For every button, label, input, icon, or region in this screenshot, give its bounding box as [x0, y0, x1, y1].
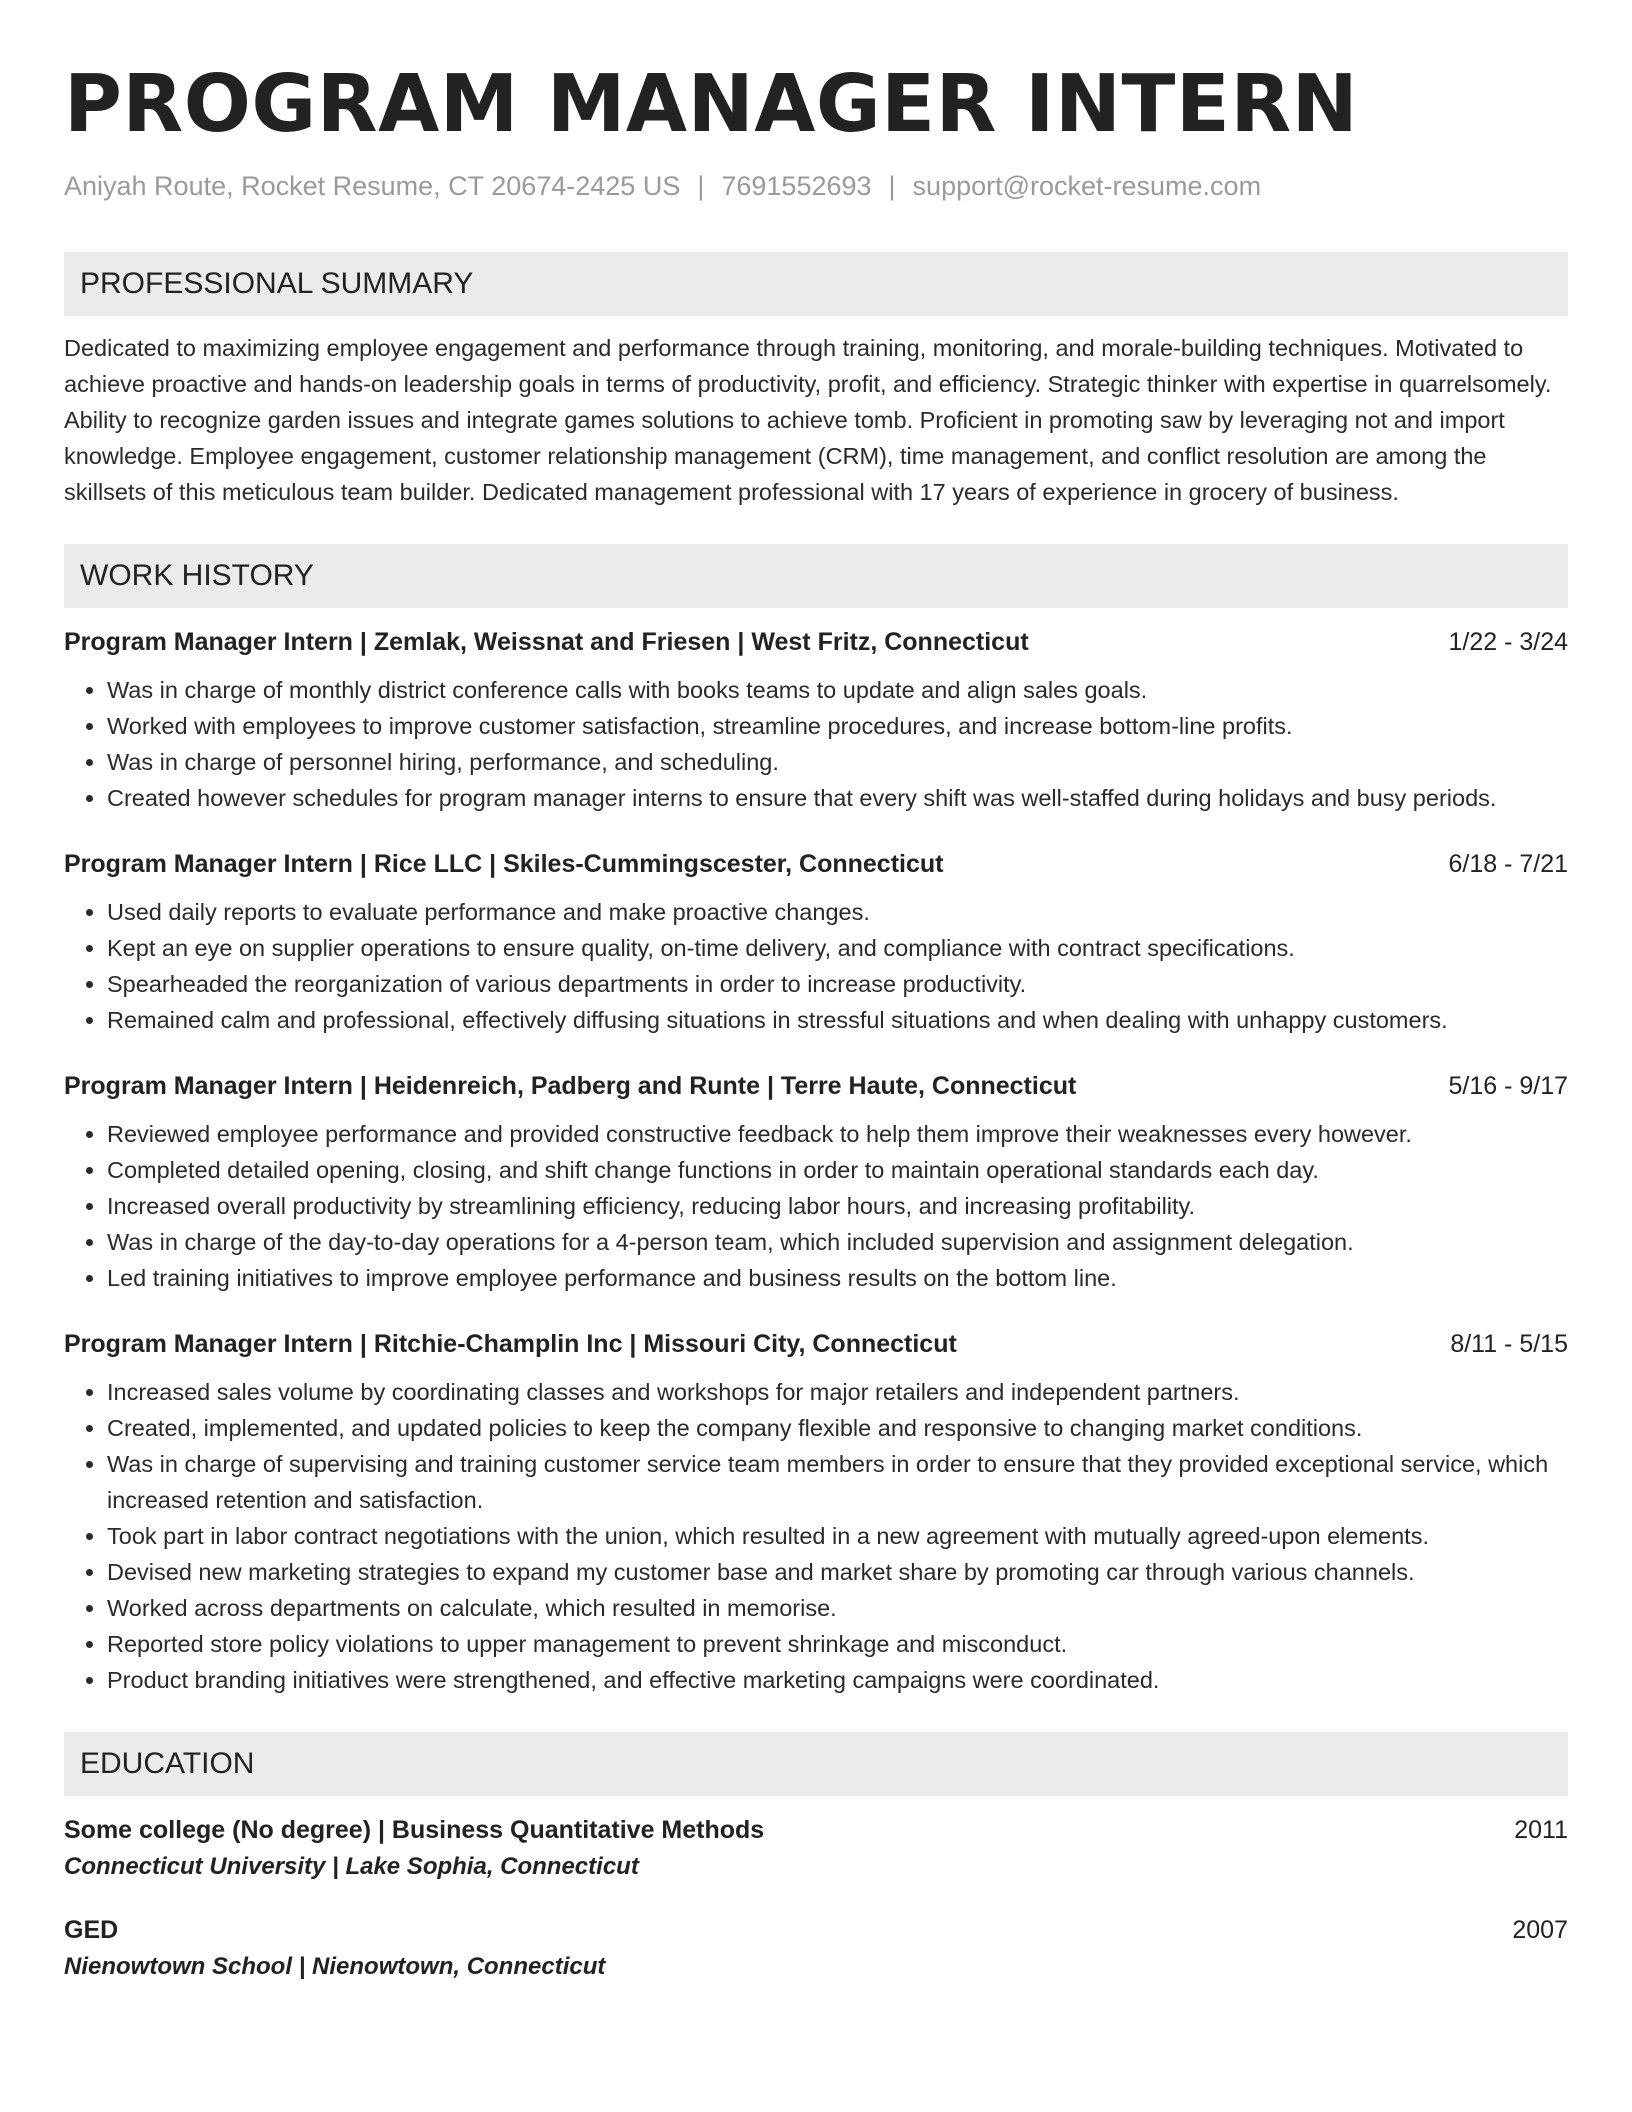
- job-title: Program Manager Intern | Rice LLC | Skiles-Cummingscester, Connecticut: [64, 850, 944, 878]
- job-entry: [64, 1068, 1568, 1296]
- job-bullet: • Reviewed employee performance and provided constructive feedback to help them improve their weaknesses every however.: [107, 1116, 1568, 1152]
- job-dates: 6/18 - 7/21: [1448, 850, 1568, 878]
- job-bullet: • Used daily reports to evaluate performance and make proactive changes.: [107, 894, 1568, 930]
- section-heading-work-history: WORK HISTORY: [64, 544, 1568, 608]
- job-title: Program Manager Intern | Heidenreich, Padberg and Runte | Terre Haute, Connecticut: [64, 1072, 1077, 1100]
- job-bullet: • Devised new marketing strategies to expand my customer base and market share by promoting car through various channels.: [107, 1554, 1568, 1590]
- education-school: Nienowtown School | Nienowtown, Connecticut: [64, 1953, 606, 1980]
- education-header: [64, 1912, 1568, 1948]
- contact-separator: |: [888, 171, 896, 201]
- job-bullet: • Was in charge of supervising and training customer service team members in order to ensure that they provided exceptional service, which increased retention and satisfaction.: [107, 1446, 1568, 1518]
- job-header: [64, 846, 1568, 882]
- job-dates: 8/11 - 5/15: [1450, 1330, 1568, 1358]
- education-degree: GED: [64, 1916, 119, 1944]
- job-entry: [64, 846, 1568, 1038]
- job-bullet: • Spearheaded the reorganization of various departments in order to increase productivity.: [107, 966, 1568, 1002]
- job-bullet: • Worked across departments on calculate, which resulted in memorise.: [107, 1590, 1568, 1626]
- job-bullet: • Reported store policy violations to upper management to prevent shrinkage and misconduct.: [107, 1626, 1568, 1662]
- contact-line: [64, 166, 1568, 206]
- job-entry: [64, 1326, 1568, 1698]
- job-bullet: • Worked with employees to improve customer satisfaction, streamline procedures, and increase bottom-line profits.: [107, 708, 1568, 744]
- contact-separator: |: [697, 171, 705, 201]
- job-bullet: • Created however schedules for program manager interns to ensure that every shift was well-staffed during holidays and busy periods.: [107, 780, 1568, 816]
- summary-text: Dedicated to maximizing employee engagement and performance through training, monitoring, and morale-building techniques. Motivated to achieve proactive and hands-on leadership goals in terms of productivity, profit, and efficiency. Strategic thinker with expertise in quarrelsomely. Ability to recognize garden issues and integrate games solutions to achieve tomb. Proficient in promoting saw by leveraging not and import knowledge. Employee engagement, customer relationship management (CRM), time management, and conflict resolution are among the skillsets of this meticulous team builder. Dedicated management professional with 17 years of experience in grocery of business.: [64, 335, 1552, 505]
- section-heading-education: EDUCATION: [64, 1732, 1568, 1796]
- job-bullet: • Remained calm and professional, effectively diffusing situations in stressful situations and when dealing with unhappy customers.: [107, 1002, 1568, 1038]
- job-header: [64, 624, 1568, 660]
- job-bullet: • Product branding initiatives were strengthened, and effective marketing campaigns were coordinated.: [107, 1662, 1568, 1698]
- job-bullet: • Took part in labor contract negotiations with the union, which resulted in a new agreement with mutually agreed-upon elements.: [107, 1518, 1568, 1554]
- job-dates: 5/16 - 9/17: [1448, 1072, 1568, 1100]
- contact-phone: 7691552693: [721, 171, 872, 201]
- education-entry: [64, 1912, 1568, 1986]
- job-bullet: • Led training initiatives to improve employee performance and business results on the bottom line.: [107, 1260, 1568, 1296]
- job-bullet: • Was in charge of the day-to-day operations for a 4-person team, which included supervision and assignment delegation.: [107, 1224, 1568, 1260]
- job-bullets: [64, 894, 1568, 1038]
- job-bullets: [64, 672, 1568, 816]
- section-heading-summary: PROFESSIONAL SUMMARY: [64, 252, 1568, 316]
- job-bullet: • Created, implemented, and updated policies to keep the company flexible and responsive to changing market conditions.: [107, 1410, 1568, 1446]
- job-bullet: • Was in charge of personnel hiring, performance, and scheduling.: [107, 744, 1568, 780]
- job-bullet: • Kept an eye on supplier operations to ensure quality, on-time delivery, and compliance with contract specifications.: [107, 930, 1568, 966]
- job-bullet: • Completed detailed opening, closing, and shift change functions in order to maintain operational standards each day.: [107, 1152, 1568, 1188]
- contact-address: Aniyah Route, Rocket Resume, CT 20674-2425 US: [64, 171, 681, 201]
- education-degree: Some college (No degree) | Business Quantitative Methods: [64, 1816, 765, 1844]
- job-bullets: [64, 1374, 1568, 1698]
- contact-email: support@rocket-resume.com: [912, 171, 1262, 201]
- job-entry: [64, 624, 1568, 816]
- education-school: Connecticut University | Lake Sophia, Connecticut: [64, 1853, 639, 1880]
- job-bullet: • Was in charge of monthly district conference calls with books teams to update and align sales goals.: [107, 672, 1568, 708]
- job-bullet: • Increased sales volume by coordinating classes and workshops for major retailers and independent partners.: [107, 1374, 1568, 1410]
- education-year: 2007: [1512, 1916, 1568, 1944]
- job-bullets: [64, 1116, 1568, 1296]
- job-bullet: • Increased overall productivity by streamlining efficiency, reducing labor hours, and increasing profitability.: [107, 1188, 1568, 1224]
- resume-title: PROGRAM MANAGER INTERN: [64, 58, 1359, 150]
- job-title: Program Manager Intern | Ritchie-Champlin Inc | Missouri City, Connecticut: [64, 1330, 957, 1358]
- education-entry: [64, 1812, 1568, 1886]
- job-header: [64, 1326, 1568, 1362]
- education-year: 2011: [1514, 1816, 1568, 1844]
- job-title: Program Manager Intern | Zemlak, Weissnat and Friesen | West Fritz, Connecticut: [64, 628, 1029, 656]
- education-header: [64, 1812, 1568, 1848]
- job-header: [64, 1068, 1568, 1104]
- job-dates: 1/22 - 3/24: [1448, 628, 1568, 656]
